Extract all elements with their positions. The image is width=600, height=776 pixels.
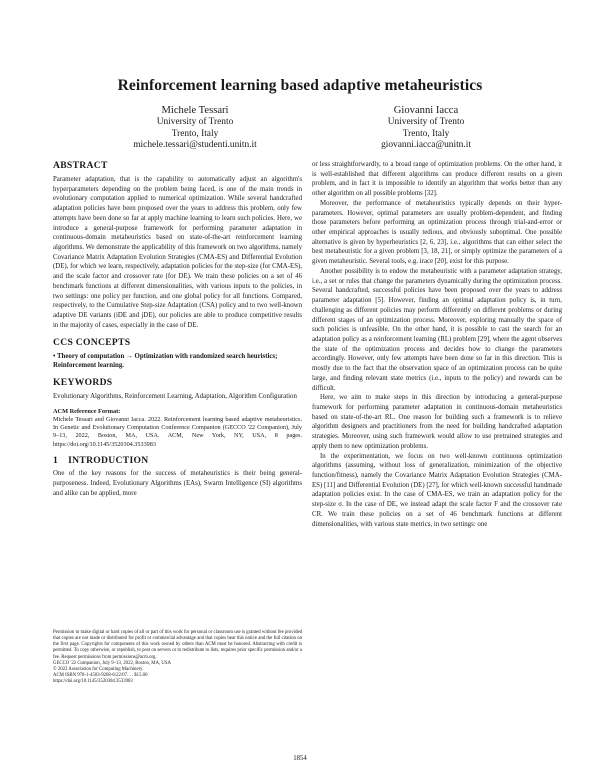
body-paragraph: Here, we aim to make steps in this direction by introducing a general-purpose framework for performing parameter adaptation in continuous-domain metaheuristics based on state-of-the-art RL. One reason for building such a framework is to relieve algorithm designers and practitioners from the need for building handcrafted adaptation strategies. Moreover, using such framework would allow to use pretrained strategies and apply them to new optimization problems. bbox=[312, 394, 562, 450]
paper-title: Reinforcement learning based adaptive metaheuristics bbox=[117, 77, 483, 94]
copyright-line: © 2022 Association for Computing Machinery. bbox=[53, 666, 144, 672]
reference-format-heading: ACM Reference Format: bbox=[53, 407, 121, 415]
section-heading-introduction bbox=[53, 455, 302, 467]
keywords-heading: KEYWORDS bbox=[53, 376, 113, 388]
author-email: giovanni.iacca@unitn.it bbox=[381, 140, 471, 151]
right-column bbox=[312, 160, 562, 529]
body-paragraph: Another possibility is to endow the metaheuristic with a parameter adaptation strategy, i.e., a set or rules that change the parameters dynamically during the optimization process. Several handcrafted, successful policies have been proposed over the years to address parameter adaptation [5]. However, finding an optimal adaptation policy is, in turn, challenging as different policies may perform differently on different problems or during different stages of an optimization process. Moreover, exploring manually the space of such policies is unfeasible. On the other hand, it is possible to cast the search for an adaptation policy as a reinforcement learning (RL) problem [29], where the agent observes the state of the optimization process and decides how to change the parameters accordingly. However, only few attempts have been done so far in this direction. This is mostly due to the fact that the observation space of an optimization process can be quite large, and finding relevant state metrics (i.e., inputs to the policy) and rewards can be difficult. bbox=[312, 267, 562, 392]
body-paragraph: or less straightforwardly, to a broad range of optimization problems. On the other hand, it is well-established that different algorithms can produce different results on a given problem, and in fact it is impossible to identify an algorithm that works better than any other algorithm on all possible problems [32]. bbox=[312, 161, 562, 198]
body-paragraph: Moreover, the performance of metaheuristics typically depends on their hyper-parameters. However, optimal parameters are usually problem-dependent, and finding those parameters before performing an optimization process through trial-and-error or other empirical approaches is usually tedious, and obviously suboptimal. One possible alternative is given by hyperheuristics [2, 6, 23], i.e., algorithms that can either select the best metaheuristic for a given problem [3, 18, 21], or simply optimize the parameters of a given metaheuristic. Several tools, e.g. irace [20], exist for this purpose. bbox=[312, 199, 562, 266]
author-location: Trento, Italy bbox=[171, 128, 219, 139]
keywords-text: Evolutionary Algorithms, Reinforcement Learning, Adaptation, Algorithm Configuration bbox=[53, 392, 297, 400]
abstract-heading: ABSTRACT bbox=[53, 160, 108, 171]
author-block-1 bbox=[95, 104, 295, 152]
permission-block bbox=[53, 630, 302, 685]
body-paragraph: In the experimentation, we focus on two well-known continuous optimization algorithms (assuming, without loss of generalization, minimization of the objective function/fitness), namely the Covariance Matrix Adaptation Evolution Strategies (CMA-ES) [11] and Differential Evolution (DE) [27], for which well-known successful handmade adaptation policies exist. In the case of CMA-ES, we train an adaptation policy for the step-size σ. In the case of DE, we instead adapt the scale factor F and the crossover rate CR. We train these policies on a set of 46 benchmark functions at different dimensionalities, with various state metrics, in two settings: one bbox=[312, 452, 562, 528]
ccs-text: • Theory of computation → Optimization with randomized search heuristics; Reinforcement learning. bbox=[53, 352, 278, 370]
section-title: INTRODUCTION bbox=[68, 455, 149, 467]
intro-paragraph: One of the key reasons for the success of metaheuristics is their being general-purposeness. Indeed, Evolutionary Algorithms (EAs), Swarm Intelligence (SI) algorithms and alike can be applied, more bbox=[53, 470, 302, 497]
author-affiliation: University of Trento bbox=[156, 117, 234, 127]
author-email: michele.tessari@studenti.unitn.it bbox=[133, 140, 257, 151]
author-name: Michele Tessari bbox=[161, 105, 229, 116]
author-affiliation: University of Trento bbox=[387, 117, 465, 127]
author-name: Giovanni Iacca bbox=[393, 105, 459, 116]
section-number: 1 bbox=[53, 455, 59, 467]
conference-line: GECCO '22 Companion, July 9–13, 2022, Boston, MA, USA bbox=[53, 660, 171, 666]
permission-notice: Permission to make digital or hard copies of all or part of this work for personal or classroom use is granted without fee provided that copies are not made or distributed for profit or commercial advantage and that copies bear this notice and the full citation on the first page. Copyrights for components of this work owned by others than ACM must be honored. Abstracting with credit is permitted. To copy otherwise, or republish, to post on servers or to redistribute to lists, requires prior specific permission and/or a fee. Request permissions from permissions@acm.org. bbox=[53, 630, 302, 660]
ccs-heading: CCS CONCEPTS bbox=[53, 336, 131, 348]
page-number: 1854 bbox=[293, 755, 307, 762]
author-block-2 bbox=[326, 104, 526, 152]
abstract-text: Parameter adaptation, that is the capability to automatically adjust an algorithm's hyperparameters depending on the problem being faced, is one of the main trends in evolutionary computation applied to numerical optimization. While several handcrafted adaptation policies have been proposed over the years to address this problem, only few attempts have been done so far at apply machine learning to learn such policies. Here, we introduce a general-purpose framework for performing parameter adaptation in continuous-domain metaheuristics based on state-of-the-art reinforcement learning algorithms. We demonstrate the applicability of this framework on two algorithms, namely Covariance Matrix Adaptation Evolution Strategies (CMA-ES) and Differential Evolution (DE), for which we learn, respectively, adaptation policies for the step-size (for CMA-ES), and the scale factor and crossover rate (for DE). We train these policies on a set of 46 benchmark functions at different dimensionalities, with various inputs to the policies, in two settings: one policy per function, and one global policy for all functions. Compared, respectively, to the Cumulative Step-size Adaptation (CSA) policy and to two well-known adaptive DE variants (iDE and jDE), our policies are able to produce competitive results in the majority of cases, especially in the case of DE. bbox=[53, 176, 302, 329]
left-column bbox=[53, 160, 302, 498]
reference-format-text: Michele Tessari and Giovanni Iacca. 2022. Reinforcement learning based adaptive metaheuristics. In Genetic and Evolutionary Computation Conference Companion (GECCO '22 Companion), July 9–13, 2022, Boston, MA, USA. ACM, New York, NY, USA, 8 pages. https://doi.org/10.1145/3520304.3533983 bbox=[53, 415, 302, 448]
author-location: Trento, Italy bbox=[402, 128, 450, 139]
isbn-line: ACM ISBN 978-1-4503-9268-6/22/07. . . $15.00 bbox=[53, 673, 148, 679]
doi-line: https://doi.org/10.1145/3520304.3533983 bbox=[53, 679, 133, 685]
